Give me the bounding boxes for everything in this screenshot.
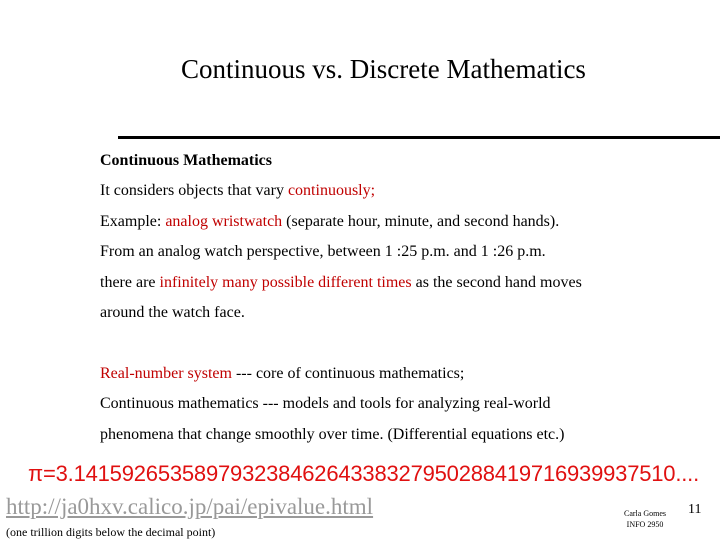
- highlight-span: continuously;: [287, 182, 376, 199]
- text-span: (separate hour, minute, and second hands).: [282, 213, 560, 230]
- text-line-8: phenomena that change smoothly over time. (Differential equations etc.): [100, 426, 565, 443]
- text-line-3: From an analog watch perspective, between 1 :25 p.m. and 1 :26 p.m.: [100, 243, 546, 260]
- author-name: Carla Gomes: [624, 509, 666, 518]
- pi-reference-link[interactable]: http://ja0hxv.calico.jp/pai/epivalue.html: [6, 494, 374, 519]
- pi-digits: π=3.14159265358979323846264338327950288419716939937510....: [28, 461, 699, 486]
- page-number: 11: [688, 502, 702, 517]
- text-line-5: around the watch face.: [100, 304, 245, 321]
- highlight-span: infinitely many possible different times: [159, 274, 412, 291]
- title-divider: [118, 136, 720, 139]
- text-span: It considers objects that vary: [100, 182, 288, 199]
- author-block: [624, 508, 666, 530]
- text-line-6: [100, 365, 464, 383]
- text-span: as the second hand moves: [411, 274, 582, 291]
- footnote: (one trillion digits below the decimal point): [6, 525, 216, 539]
- section-heading: Continuous Mathematics: [100, 152, 273, 169]
- text-line-2: [100, 213, 559, 231]
- text-line-4: [100, 274, 582, 292]
- text-line-7: Continuous mathematics --- models and tools for analyzing real-world: [100, 395, 551, 412]
- text-line-1: [100, 182, 375, 200]
- text-span: --- core of continuous mathematics;: [231, 365, 465, 382]
- text-span: there are: [100, 274, 160, 291]
- highlight-span: Real-number system: [100, 365, 232, 382]
- highlight-span: analog wristwatch: [165, 213, 283, 230]
- page-title: Continuous vs. Discrete Mathematics: [181, 54, 586, 84]
- text-span: Example:: [100, 213, 166, 230]
- course-code: INFO 2950: [626, 520, 664, 529]
